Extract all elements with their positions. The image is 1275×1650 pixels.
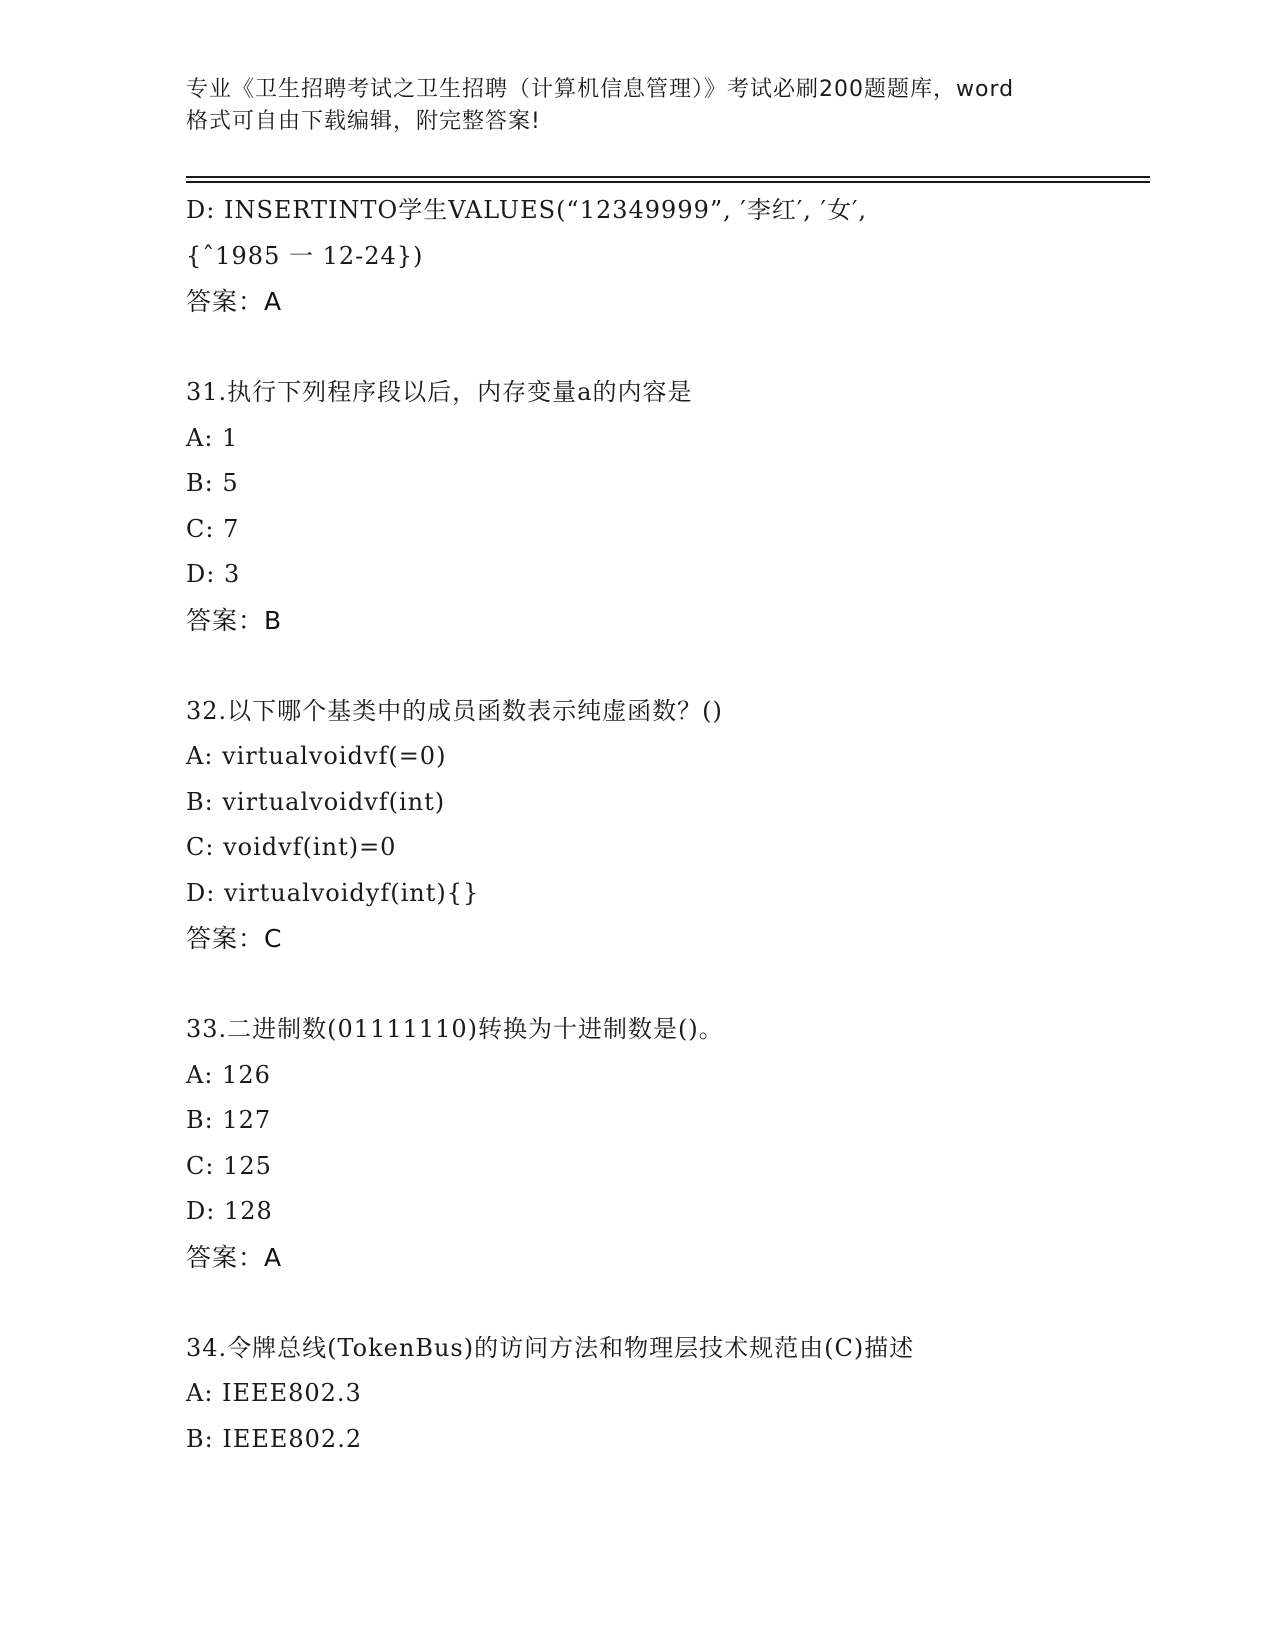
option-a: A: IEEE802.3 [186, 1379, 362, 1407]
option-c: C: 7 [186, 514, 240, 543]
answer-line: 答案：A [186, 287, 283, 316]
option-a: A: 126 [186, 1060, 271, 1089]
header-divider-bottom [186, 181, 1150, 183]
answer-line: 答案：B [186, 605, 283, 635]
previous-question-tail [186, 188, 1150, 325]
spacer [186, 962, 1150, 1008]
option-b: B: IEEE802.2 [186, 1424, 363, 1453]
document-body [186, 188, 1150, 1462]
question-stem: 31.执行下列程序段以后，内存变量a的内容是 [186, 378, 693, 406]
question-34 [186, 1326, 1150, 1463]
question-31 [186, 370, 1150, 643]
question-33 [186, 1007, 1150, 1280]
option-d: D: 128 [186, 1197, 273, 1225]
document-header [186, 74, 1086, 138]
header-line-2: 格式可自由下载编辑，附完整答案! [186, 109, 541, 134]
option-a: A: 1 [186, 423, 239, 452]
option-d: D: 3 [186, 560, 241, 588]
option-b: B: 5 [186, 469, 239, 497]
spacer [186, 1280, 1150, 1326]
question-32 [186, 689, 1150, 962]
spacer [186, 643, 1150, 689]
option-c: C: 125 [186, 1151, 272, 1180]
option-d: D: virtualvoidyf(int){} [186, 878, 480, 907]
answer-line: 答案：A [186, 1242, 283, 1272]
spacer [186, 325, 1150, 371]
option-b: B: virtualvoidvf(int) [186, 787, 446, 816]
option-a: A: virtualvoidvf(=0) [186, 742, 447, 770]
header-line-1: 专业《卫生招聘考试之卫生招聘（计算机信息管理）》考试必刷200题题库，word [186, 77, 1015, 102]
question-stem: 34.令牌总线(TokenBus)的访问方法和物理层技术规范由(C)描述 [186, 1333, 915, 1362]
answer-line: 答案：C [186, 924, 283, 953]
option-d: D: INSERTINTO学生VALUES(“12349999”, ′李红′, ′女′, [186, 196, 868, 224]
header-divider-top [186, 176, 1150, 178]
option-b: B: 127 [186, 1106, 272, 1134]
question-stem: 32.以下哪个基类中的成员函数表示纯虚函数？() [186, 696, 723, 725]
option-c: C: voidvf(int)=0 [186, 833, 397, 861]
question-stem: 33.二进制数(01111110)转换为十进制数是()。 [186, 1015, 724, 1043]
option-d-continued: {ˆ1985 一 12-24}) [186, 241, 424, 270]
